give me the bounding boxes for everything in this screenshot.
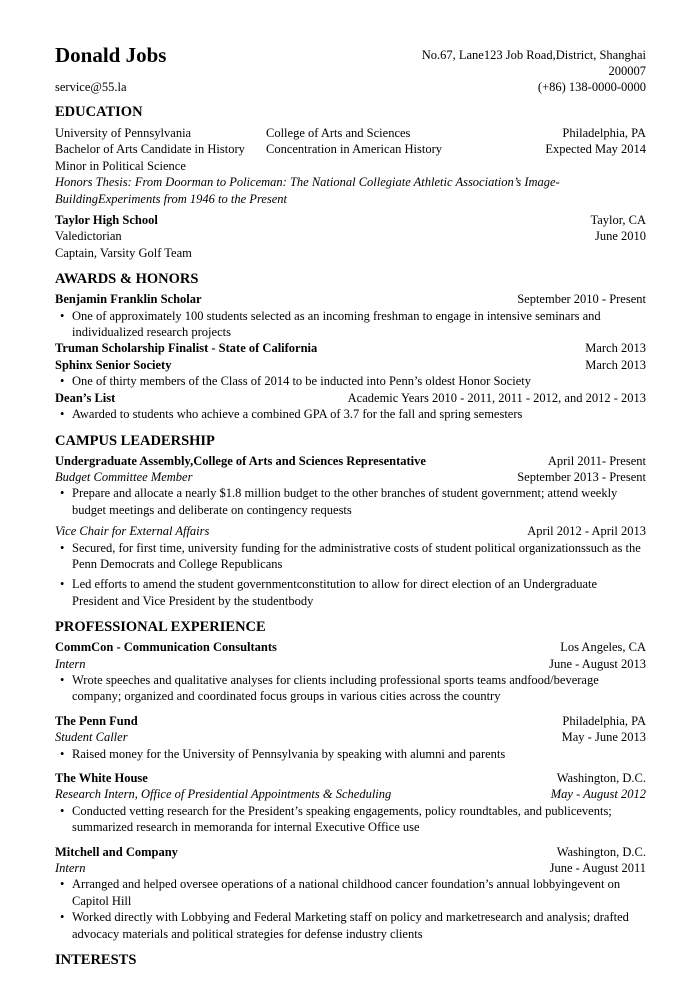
experience-bullet: • Conducted vetting research for the President’s speaking engagements, policy roundtables, and publicevents; summarized research in memoranda for internal Executive Office use [55, 803, 646, 836]
experience-date: May - June 2013 [561, 730, 646, 745]
contact-row [55, 79, 646, 95]
leadership-bullet: • Prepare and allocate a nearly $1.8 million budget to the other branches of student government; attend weekly budget meetings and deliberate on contingency requests [55, 485, 646, 518]
experience-bullet: • Arranged and helped oversee operations of a national childhood cancer foundation’s annual lobbyingevent on Capitol Hill [55, 876, 646, 909]
taylor-school: Taylor High School [55, 213, 158, 228]
award-date: September 2010 - Present [517, 292, 646, 307]
experience-bullets [55, 803, 646, 836]
experience-date: May - August 2012 [550, 787, 646, 802]
section-title-experience: PROFESSIONAL EXPERIENCE [55, 619, 266, 636]
experience-role-row [55, 656, 646, 672]
address-line-1: No.67, Lane123 Job Road,District, Shanghai [421, 48, 646, 62]
experience-org: Mitchell and Company [55, 844, 178, 859]
experience-bullet: • Worked directly with Lobbying and Federal Marketing staff on policy and marketresearch and analysis; drafted advocacy materials and political strategies for defense industry clients [55, 909, 646, 942]
award-date: Academic Years 2010 - 2011, 2011 - 2012, and 2012 - 2013 [347, 390, 646, 405]
candidate-name: Donald Jobs [55, 43, 167, 67]
experience-org: The Penn Fund [55, 713, 138, 728]
leadership-role: Vice Chair for External Affairs [55, 524, 210, 539]
upenn-thesis: Honors Thesis: From Doorman to Policeman: The National Collegiate Athletic Association’s Image-BuildingExperiments from 1946 to the Present [55, 175, 560, 206]
experience-role-row [55, 729, 646, 745]
taylor-line-1 [55, 212, 646, 228]
award-date: March 2013 [585, 357, 646, 372]
experience-org-row [55, 844, 646, 860]
experience-bullets [55, 672, 646, 705]
leadership-bullets [55, 485, 646, 518]
experience-role-row [55, 860, 646, 876]
section-title-awards: AWARDS & HONORS [55, 271, 199, 288]
resume-header [55, 0, 646, 79]
award-name: Truman Scholarship Finalist - State of California [55, 341, 318, 356]
experience-date: June - August 2011 [549, 861, 646, 876]
leadership-org: Undergraduate Assembly,College of Arts and Sciences Representative [55, 453, 426, 468]
upenn-degree: Bachelor of Arts Candidate in History [55, 142, 245, 157]
award-heading [55, 340, 646, 356]
address-block [422, 47, 646, 79]
award-name: Benjamin Franklin Scholar [55, 292, 202, 307]
award-name: Sphinx Senior Society [55, 357, 172, 372]
leadership-org-row [55, 453, 646, 469]
experience-org: CommCon - Communication Consultants [55, 640, 277, 655]
award-bullet: • One of approximately 100 students selected as an incoming freshman to engage in intensive seminars and individualized research projects [55, 308, 646, 341]
section-title-education: EDUCATION [55, 104, 143, 120]
experience-bullet: • Raised money for the University of Pennsylvania by speaking with alumni and parents [55, 746, 646, 762]
award-bullets [55, 308, 646, 341]
experience-role: Student Caller [55, 730, 128, 745]
education-taylor [55, 212, 646, 261]
education-upenn [55, 125, 646, 207]
taylor-line-3: Captain, Varsity Golf Team [55, 245, 192, 260]
upenn-concentration: Concentration in American History [266, 142, 443, 157]
experience-bullet: • Wrote speeches and qualitative analyses for clients including professional sports teams andfood/beverage company; organized and coordinated focus groups in various cities across the country [55, 672, 646, 705]
leadership-role: Budget Committee Member [55, 469, 193, 484]
taylor-honor: Valedictorian [55, 229, 122, 244]
upenn-minor: Minor in Political Science [55, 158, 186, 173]
experience-entry [55, 639, 646, 705]
leadership-role-row [55, 523, 646, 539]
experience-org-row [55, 770, 646, 786]
award-name: Dean’s List [55, 390, 116, 405]
taylor-location: Taylor, CA [590, 213, 646, 228]
email: service@55.la [55, 80, 127, 94]
experience-role-row [55, 786, 646, 802]
leadership-bullet: • Secured, for first time, university funding for the administrative costs of student political organizationssuch as the Penn Democrats and College Republicans [55, 540, 646, 573]
experience-role: Intern [55, 656, 86, 671]
experience-location: Washington, D.C. [556, 844, 646, 859]
award-heading [55, 390, 646, 406]
experience-bullets [55, 746, 646, 762]
upenn-location: Philadelphia, PA [562, 126, 646, 140]
experience-location: Philadelphia, PA [562, 713, 646, 728]
resume-page [55, 0, 646, 969]
taylor-line-2 [55, 228, 646, 244]
awards-list [55, 291, 646, 422]
upenn-date: Expected May 2014 [545, 142, 646, 157]
experience-role: Research Intern, Office of Presidential Appointments & Scheduling [55, 787, 392, 802]
section-title-interests: INTERESTS [55, 952, 137, 969]
award-bullets [55, 406, 646, 422]
award-bullets [55, 373, 646, 389]
experience-list [55, 639, 646, 942]
phone: (+86) 138-0000-0000 [537, 80, 646, 94]
section-title-leadership: CAMPUS LEADERSHIP [55, 432, 215, 449]
upenn-line-1 [55, 125, 646, 141]
experience-location: Los Angeles, CA [560, 640, 646, 655]
upenn-school: University of Pennsylvania [55, 126, 192, 140]
award-date: March 2013 [585, 341, 646, 356]
experience-org-row [55, 713, 646, 729]
leadership-bullets [55, 540, 646, 610]
upenn-college: College of Arts and Sciences [266, 126, 411, 140]
experience-org-row [55, 639, 646, 655]
upenn-line-2 [55, 141, 646, 157]
experience-entry [55, 713, 646, 762]
experience-org: The White House [55, 771, 148, 785]
leadership-role-row [55, 469, 646, 485]
address-line-2: 200007 [608, 64, 646, 78]
experience-location: Washington, D.C. [556, 771, 646, 785]
award-bullet: • Awarded to students who achieve a combined GPA of 3.7 for the fall and spring semesters [55, 406, 646, 422]
leadership-role-date: April 2012 - April 2013 [527, 524, 646, 539]
experience-role: Intern [55, 861, 86, 876]
award-heading [55, 291, 646, 307]
award-bullet: • One of thirty members of the Class of 2014 to be inducted into Penn’s oldest Honor Society [55, 373, 646, 389]
leadership-bullet: • Led efforts to amend the student governmentconstitution to allow for direct election of an Undergraduate President and Vice President by the studentbody [55, 576, 646, 609]
experience-entry [55, 844, 646, 942]
leadership-org-date: April 2011- Present [547, 453, 646, 468]
leadership-role-date: September 2013 - Present [517, 469, 646, 484]
award-heading [55, 357, 646, 373]
leadership-block [55, 453, 646, 610]
experience-bullets [55, 876, 646, 942]
experience-date: June - August 2013 [549, 656, 646, 671]
experience-entry [55, 770, 646, 836]
taylor-date: June 2010 [594, 229, 646, 244]
